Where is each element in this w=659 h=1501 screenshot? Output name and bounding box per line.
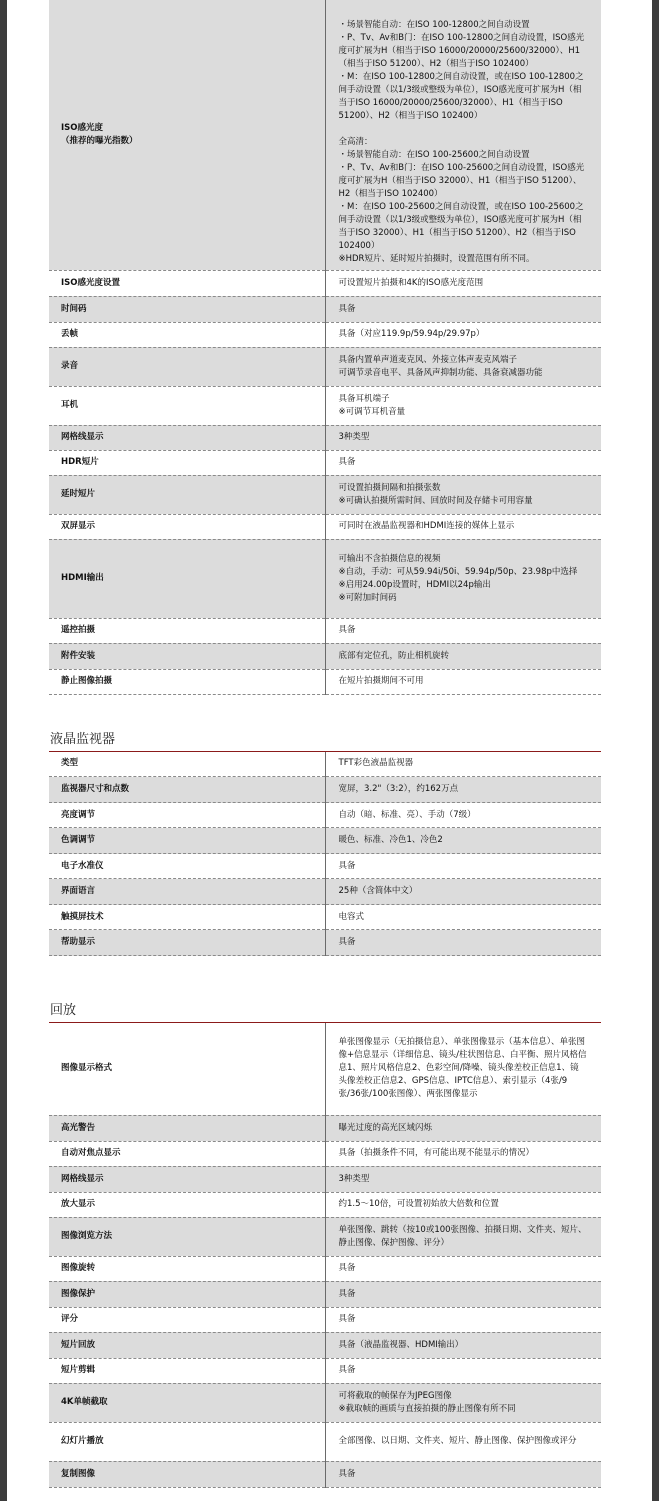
spec-row: [49, 1217, 601, 1256]
spec-label: 附件安装: [49, 643, 325, 669]
lcd-spec-table: [49, 752, 601, 957]
spec-value: 曝光过度的高光区域闪烁: [325, 1115, 601, 1141]
spec-value: 全部图像、以日期、文件夹、短片、静止图像、保护图像或评分: [325, 1422, 601, 1461]
spec-value: 具备: [325, 930, 601, 956]
spec-value: 具备: [325, 1461, 601, 1487]
spec-value: 单张图像、跳转（按10或100张图像、拍摄日期、文件夹、短片、静止图像、保护图像、评分）: [325, 1217, 601, 1256]
spec-value: 底部有定位孔，防止相机旋转: [325, 643, 601, 669]
spec-row: [49, 1166, 601, 1192]
spec-row: [49, 475, 601, 514]
section-title-lcd: 液晶监视器: [49, 729, 601, 752]
spec-label: 短片剪辑: [49, 1358, 325, 1383]
spec-label: 放大显示: [49, 1192, 325, 1217]
spec-row: [49, 1141, 601, 1166]
spec-label: 延时短片: [49, 475, 325, 514]
spec-row: [49, 1115, 601, 1141]
spec-label: 图像显示格式: [49, 1023, 325, 1115]
spec-value: 约1.5～10倍，可设置初始放大倍数和位置: [325, 1192, 601, 1217]
spec-value: 可同时在液晶监视器和HDMI连接的媒体上显示: [325, 514, 601, 539]
spec-row: [49, 1332, 601, 1358]
right-border-bar: [652, 0, 659, 1501]
spec-value: 可设置拍摄间隔和拍摄张数 ※可确认拍摄所需时间、回放时间及存储卡可用容量: [325, 475, 601, 514]
spec-value: TFT彩色液晶监视器: [325, 752, 601, 777]
spec-label: 帮助显示: [49, 930, 325, 956]
spec-value: 可设置短片拍摄和4K的ISO感光度范围: [325, 270, 601, 296]
spec-label: 复制图像: [49, 1461, 325, 1487]
spec-row: [49, 905, 601, 930]
spec-label: 电子水准仪: [49, 854, 325, 879]
spec-content: [49, 0, 601, 1488]
spec-row: [49, 879, 601, 905]
spec-value: 具备: [325, 854, 601, 879]
playback-spec-table: [49, 1023, 601, 1488]
spec-value: 3种类型: [325, 425, 601, 450]
spec-label: 触摸屏技术: [49, 905, 325, 930]
spec-row: [49, 777, 601, 803]
spec-value: 具备内置单声道麦克风、外接立体声麦克风端子 可调节录音电平、具备风声抑制功能、具备衰减器功能: [325, 347, 601, 386]
spec-label: 时间码: [49, 296, 325, 322]
spec-row: [49, 828, 601, 854]
spec-label: 自动对焦点显示: [49, 1141, 325, 1166]
spec-label: ISO感光度设置: [49, 270, 325, 296]
spec-label: 色调调节: [49, 828, 325, 854]
spec-row: [49, 0, 601, 270]
spec-row: [49, 1256, 601, 1281]
spec-row: [49, 1281, 601, 1307]
spec-label: 界面语言: [49, 879, 325, 905]
spec-row: [49, 1461, 601, 1487]
spec-value: 具备: [325, 450, 601, 475]
spec-value: 具备: [325, 618, 601, 643]
spec-label: 类型: [49, 752, 325, 777]
spec-label: HDR短片: [49, 450, 325, 475]
spec-row: [49, 450, 601, 475]
spec-row: [49, 296, 601, 322]
spec-value: 25种（含简体中文）: [325, 879, 601, 905]
spec-row: [49, 930, 601, 956]
spec-value: 3种类型: [325, 1166, 601, 1192]
spec-value: 电容式: [325, 905, 601, 930]
spec-row: [49, 1358, 601, 1383]
spec-row: [49, 347, 601, 386]
spec-value: 具备（液晶监视器、HDMI输出）: [325, 1332, 601, 1358]
spec-row: [49, 643, 601, 669]
spec-row: [49, 514, 601, 539]
spec-value: 具备: [325, 1358, 601, 1383]
left-border-bar: [0, 0, 7, 1501]
spec-value: 具备: [325, 296, 601, 322]
spec-row: [49, 386, 601, 425]
spec-label: HDMI输出: [49, 539, 325, 618]
spec-label: 图像保护: [49, 1281, 325, 1307]
spec-row: [49, 1023, 601, 1115]
spec-row: [49, 803, 601, 828]
spec-value: 可输出不含拍摄信息的视频 ※自动，手动：可从59.94i/50i、59.94p/50p、23.98p中选择 ※启用24.00p设置时，HDMI以24p输出 ※可附加时间码: [325, 539, 601, 618]
spec-value: 宽屏，3.2"（3:2），约162万点: [325, 777, 601, 803]
spec-row: [49, 1307, 601, 1332]
spec-value: 具备: [325, 1281, 601, 1307]
spec-label: 亮度调节: [49, 803, 325, 828]
spec-value: 暖色、标准、冷色1、冷色2: [325, 828, 601, 854]
spec-value: 可将截取的帧保存为JPEG图像 ※截取帧的画质与直接拍摄的静止图像有所不同: [325, 1383, 601, 1422]
spec-row: [49, 618, 601, 643]
spec-row: [49, 854, 601, 879]
spec-label: 网格线显示: [49, 1166, 325, 1192]
spec-label: 评分: [49, 1307, 325, 1332]
spec-row: [49, 669, 601, 694]
spec-label: 图像浏览方法: [49, 1217, 325, 1256]
spec-label: 录音: [49, 347, 325, 386]
spec-label: 幻灯片播放: [49, 1422, 325, 1461]
spec-row: [49, 1422, 601, 1461]
spec-value: 具备（拍摄条件不同，有可能出现不能显示的情况）: [325, 1141, 601, 1166]
spec-label: 静止图像拍摄: [49, 669, 325, 694]
spec-label: 网格线显示: [49, 425, 325, 450]
section-title-playback: 回放: [49, 1000, 601, 1023]
spec-label: 图像旋转: [49, 1256, 325, 1281]
spec-value: 具备: [325, 1307, 601, 1332]
spec-label: ISO感光度 （推荐的曝光指数）: [49, 0, 325, 270]
spec-value: ・场景智能自动：在ISO 100-12800之间自动设置 ・P、Tv、Av和B门：在ISO 100-12800之间自动设置，ISO感光度可扩展为H（相当于ISO 16000/20000/25600/32000）、H1（相当于ISO 51200）、H2（相当于ISO 102400） ・M：在ISO 100-12800之间自动设置，或在ISO 100-12800之间手动设置（以1/3级或整级为单位），ISO感光度可扩展为H（相当于ISO 16000/20000/25600/32000）、H1（相当于ISO 51200）、H2（相当于ISO 102400） 全高清： ・场景智能自动：在ISO 100-25600之间自动设置 ・P、Tv、Av和B门：在ISO 100-25600之间自动设置，ISO感光度可扩展为H（相当于ISO 32000）、H1（相当于ISO 51200）、H2（相当于ISO 102400） ・M：在ISO 100-25600之间自动设置，或在ISO 100-25600之间手动设置（以1/3级或整级为单位），ISO感光度可扩展为H（相当于ISO 32000）、H1（相当于ISO 51200）、H2（相当于ISO 102400） ※HDR短片、延时短片拍摄时，设置范围有所不同。: [325, 0, 601, 270]
spec-value: 具备: [325, 1256, 601, 1281]
spec-value: 具备（对应119.9p/59.94p/29.97p）: [325, 322, 601, 347]
spec-row: [49, 539, 601, 618]
spec-label: 耳机: [49, 386, 325, 425]
spec-row: [49, 1192, 601, 1217]
spec-label: 短片回放: [49, 1332, 325, 1358]
spec-row: [49, 425, 601, 450]
spec-row: [49, 322, 601, 347]
spec-row: [49, 752, 601, 777]
spec-value: 单张图像显示（无拍摄信息）、单张图像显示（基本信息）、单张图像+信息显示（详细信息、镜头/柱状图信息、白平衡、照片风格信息1、照片风格信息2、色彩空间/降噪、镜头像差校正信息1、镜头像差校正信息2、GPS信息、IPTC信息）、索引显示（4张/9张/36张/100张图像）、两张图像显示: [325, 1023, 601, 1115]
spec-value: 在短片拍摄期间不可用: [325, 669, 601, 694]
video-spec-table: [49, 0, 601, 695]
spec-label: 遥控拍摄: [49, 618, 325, 643]
spec-value: 具备耳机端子 ※可调节耳机音量: [325, 386, 601, 425]
spec-label: 高光警告: [49, 1115, 325, 1141]
spec-row: [49, 270, 601, 296]
spec-label: 监视器尺寸和点数: [49, 777, 325, 803]
spec-label: 丢帧: [49, 322, 325, 347]
spec-label: 双屏显示: [49, 514, 325, 539]
spec-value: 自动（暗、标准、亮）、手动（7级）: [325, 803, 601, 828]
spec-label: 4K单帧截取: [49, 1383, 325, 1422]
spec-row: [49, 1383, 601, 1422]
